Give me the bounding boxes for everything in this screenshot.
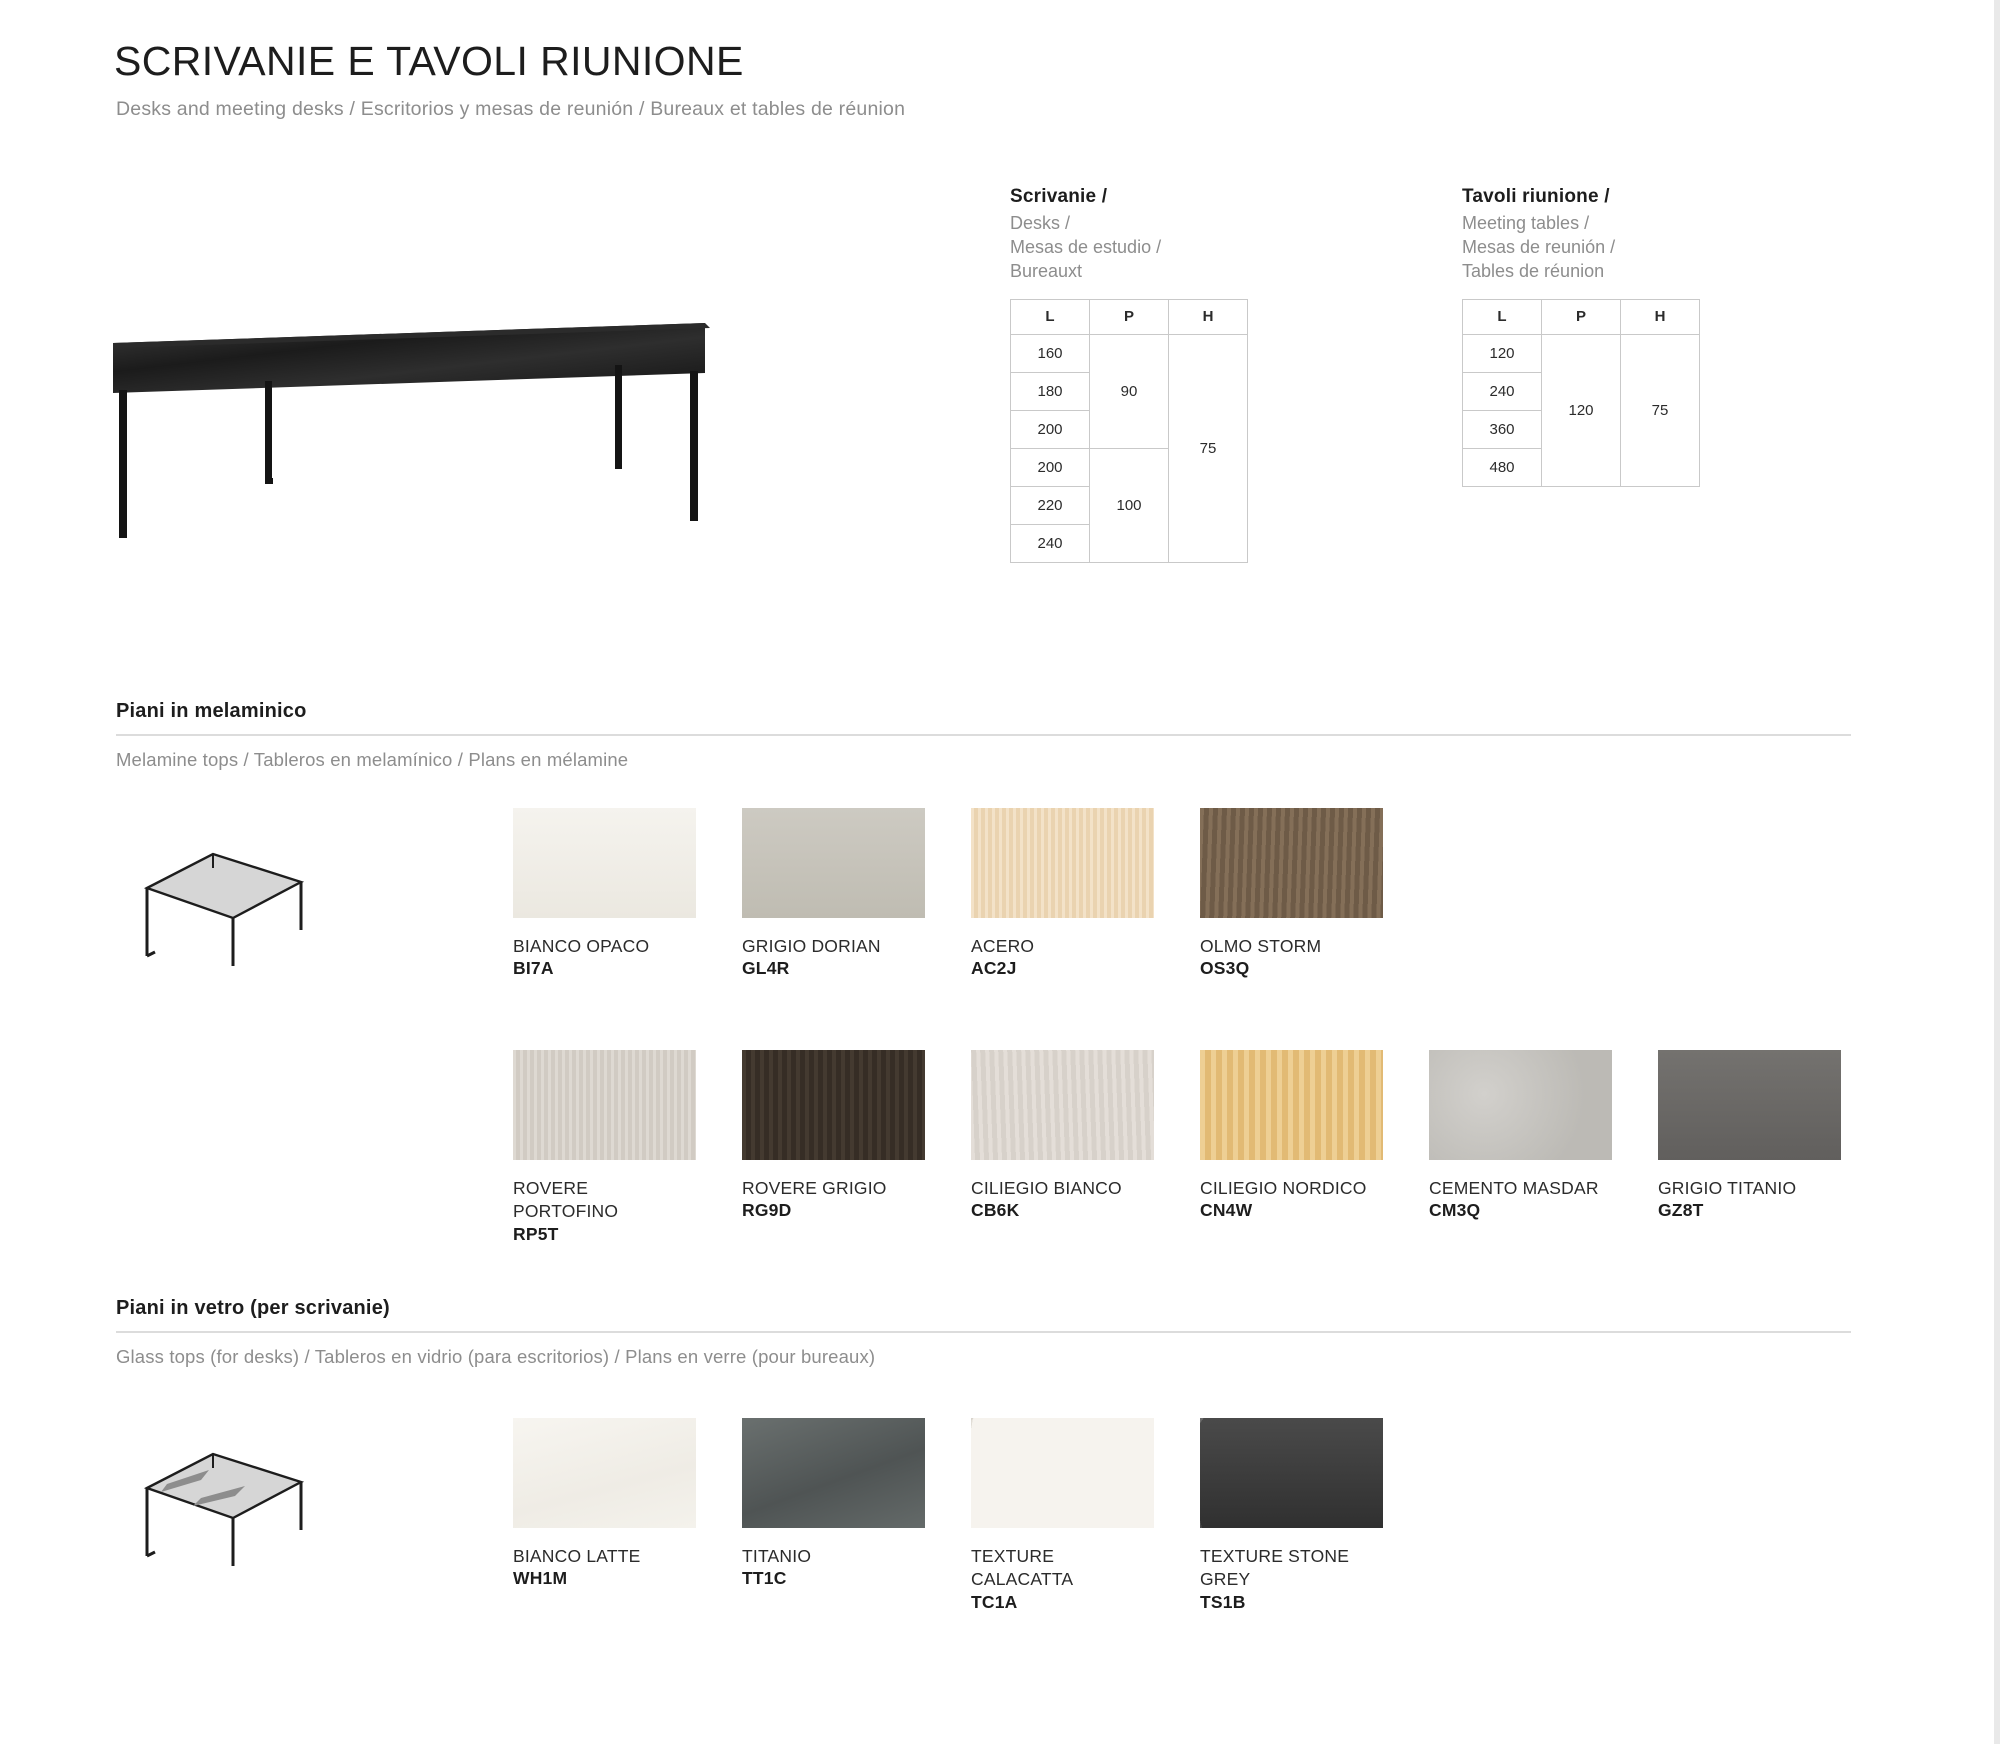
swatch-ciliegio-nordico[interactable] bbox=[1200, 1050, 1383, 1221]
glass-table-line-icon bbox=[105, 1440, 335, 1570]
cell-l: 240 bbox=[1011, 524, 1090, 562]
swatch-rovere-portofino[interactable] bbox=[513, 1050, 696, 1245]
swatch-cemento-masdar[interactable] bbox=[1429, 1050, 1612, 1221]
swatch-name: ROVERE PORTOFINO bbox=[513, 1178, 619, 1222]
swatch-code: CM3Q bbox=[1429, 1200, 1481, 1221]
cell-p: 100 bbox=[1090, 448, 1169, 562]
dimensions-desks-subtitle bbox=[1010, 212, 1248, 284]
swatch-chip bbox=[513, 1418, 696, 1528]
dimensions-desks bbox=[1010, 186, 1248, 563]
cell-h: 75 bbox=[1169, 334, 1248, 562]
swatch-code: GL4R bbox=[742, 958, 790, 979]
melamine-table-line-icon bbox=[105, 840, 335, 970]
column-header-l: L bbox=[1463, 299, 1542, 334]
swatch-code: CB6K bbox=[971, 1200, 1020, 1221]
swatch-name: TEXTURE CALACATTA bbox=[971, 1546, 1074, 1590]
section-melamine bbox=[116, 700, 1851, 771]
dimensions-desks-title: Scrivanie / bbox=[1010, 186, 1108, 207]
table-header-row bbox=[1011, 299, 1248, 334]
cell-p: 90 bbox=[1090, 334, 1169, 448]
page-title: SCRIVANIE E TAVOLI RIUNIONE bbox=[114, 38, 744, 84]
swatch-ciliegio-bianco[interactable] bbox=[971, 1050, 1154, 1221]
dimensions-desks-table bbox=[1010, 299, 1248, 563]
section-glass bbox=[116, 1297, 1851, 1368]
column-header-l: L bbox=[1011, 299, 1090, 334]
cell-l: 220 bbox=[1011, 486, 1090, 524]
swatch-texture-stone-grey[interactable] bbox=[1200, 1418, 1383, 1613]
page-subtitle: Desks and meeting desks / Escritorios y mesas de reunión / Bureaux et tables de réunion bbox=[116, 98, 906, 120]
swatch-name: OLMO STORM bbox=[1200, 936, 1322, 956]
swatch-code: OS3Q bbox=[1200, 958, 1250, 979]
cell-l: 480 bbox=[1463, 448, 1542, 486]
swatch-grigio-dorian[interactable] bbox=[742, 808, 925, 979]
table-header-row bbox=[1463, 299, 1700, 334]
swatch-name: CILIEGIO NORDICO bbox=[1200, 1178, 1367, 1198]
swatch-code: BI7A bbox=[513, 958, 554, 979]
swatch-chip bbox=[513, 1050, 696, 1160]
swatch-code: TC1A bbox=[971, 1591, 1018, 1612]
swatch-code: AC2J bbox=[971, 958, 1017, 979]
swatch-chip bbox=[742, 1050, 925, 1160]
dimensions-meeting-subtitle bbox=[1462, 212, 1700, 284]
cell-h: 75 bbox=[1621, 334, 1700, 486]
column-header-p: P bbox=[1090, 299, 1169, 334]
divider bbox=[116, 734, 1851, 736]
column-header-p: P bbox=[1542, 299, 1621, 334]
swatch-titanio[interactable] bbox=[742, 1418, 925, 1589]
swatch-bianco-latte[interactable] bbox=[513, 1418, 696, 1589]
section-melamine-title: Piani in melaminico bbox=[116, 700, 307, 722]
swatch-code: TT1C bbox=[742, 1568, 787, 1589]
sub-line: Mesas de reunión / bbox=[1462, 236, 1616, 257]
swatch-name: TITANIO bbox=[742, 1546, 812, 1566]
cell-l: 200 bbox=[1011, 448, 1090, 486]
swatch-code: RP5T bbox=[513, 1223, 559, 1244]
sub-line: Mesas de estudio / bbox=[1010, 236, 1162, 257]
desk-hero-illustration bbox=[105, 295, 725, 555]
swatch-chip bbox=[1200, 1050, 1383, 1160]
swatch-name: TEXTURE STONE GREY bbox=[1200, 1546, 1350, 1590]
swatch-name: ACERO bbox=[971, 936, 1035, 956]
swatch-acero[interactable] bbox=[971, 808, 1154, 979]
cell-l: 240 bbox=[1463, 372, 1542, 410]
swatch-chip bbox=[513, 808, 696, 918]
sub-line: Bureauxt bbox=[1010, 260, 1083, 281]
swatch-name: CEMENTO MASDAR bbox=[1429, 1178, 1599, 1198]
section-melamine-subtitle: Melamine tops / Tableros en melamínico / Plans en mélamine bbox=[116, 749, 629, 770]
swatch-chip bbox=[742, 1418, 925, 1528]
page-edge-rule bbox=[1994, 0, 2000, 1744]
column-header-h: H bbox=[1621, 299, 1700, 334]
swatch-name: GRIGIO TITANIO bbox=[1658, 1178, 1797, 1198]
swatch-name: GRIGIO DORIAN bbox=[742, 936, 881, 956]
sub-line: Tables de réunion bbox=[1462, 260, 1605, 281]
column-header-h: H bbox=[1169, 299, 1248, 334]
swatch-chip bbox=[971, 1050, 1154, 1160]
swatch-code: WH1M bbox=[513, 1568, 568, 1589]
swatch-code: TS1B bbox=[1200, 1591, 1246, 1612]
cell-l: 120 bbox=[1463, 334, 1542, 372]
sub-line: Desks / bbox=[1010, 213, 1071, 233]
swatch-bianco-opaco[interactable] bbox=[513, 808, 696, 979]
swatch-code: RG9D bbox=[742, 1200, 792, 1221]
swatch-code: GZ8T bbox=[1658, 1200, 1704, 1221]
swatch-chip bbox=[971, 1418, 1154, 1528]
section-glass-title: Piani in vetro (per scrivanie) bbox=[116, 1297, 390, 1319]
cell-l: 160 bbox=[1011, 334, 1090, 372]
swatch-name: ROVERE GRIGIO bbox=[742, 1178, 887, 1198]
dimensions-meeting-title: Tavoli riunione / bbox=[1462, 186, 1610, 207]
cell-l: 360 bbox=[1463, 410, 1542, 448]
table-row bbox=[1011, 334, 1248, 372]
swatch-grigio-titanio[interactable] bbox=[1658, 1050, 1841, 1221]
cell-l: 180 bbox=[1011, 372, 1090, 410]
swatch-rovere-grigio[interactable] bbox=[742, 1050, 925, 1221]
divider bbox=[116, 1331, 1851, 1333]
swatch-code: CN4W bbox=[1200, 1200, 1253, 1221]
table-row bbox=[1463, 334, 1700, 372]
cell-l: 200 bbox=[1011, 410, 1090, 448]
swatch-olmo-storm[interactable] bbox=[1200, 808, 1383, 979]
dimensions-meeting-table bbox=[1462, 299, 1700, 487]
swatch-chip bbox=[1658, 1050, 1841, 1160]
sub-line: Meeting tables / bbox=[1462, 213, 1590, 233]
swatch-name: BIANCO LATTE bbox=[513, 1546, 641, 1566]
swatch-chip bbox=[742, 808, 925, 918]
dimensions-meeting-tables bbox=[1462, 186, 1700, 487]
swatch-texture-calacatta[interactable] bbox=[971, 1418, 1154, 1613]
section-glass-subtitle: Glass tops (for desks) / Tableros en vidrio (para escritorios) / Plans en verre (pour bureaux) bbox=[116, 1346, 876, 1367]
swatch-chip bbox=[1200, 1418, 1383, 1528]
swatch-chip bbox=[971, 808, 1154, 918]
swatch-name: BIANCO OPACO bbox=[513, 936, 650, 956]
swatch-name: CILIEGIO BIANCO bbox=[971, 1178, 1122, 1198]
swatch-chip bbox=[1429, 1050, 1612, 1160]
cell-p: 120 bbox=[1542, 334, 1621, 486]
swatch-chip bbox=[1200, 808, 1383, 918]
